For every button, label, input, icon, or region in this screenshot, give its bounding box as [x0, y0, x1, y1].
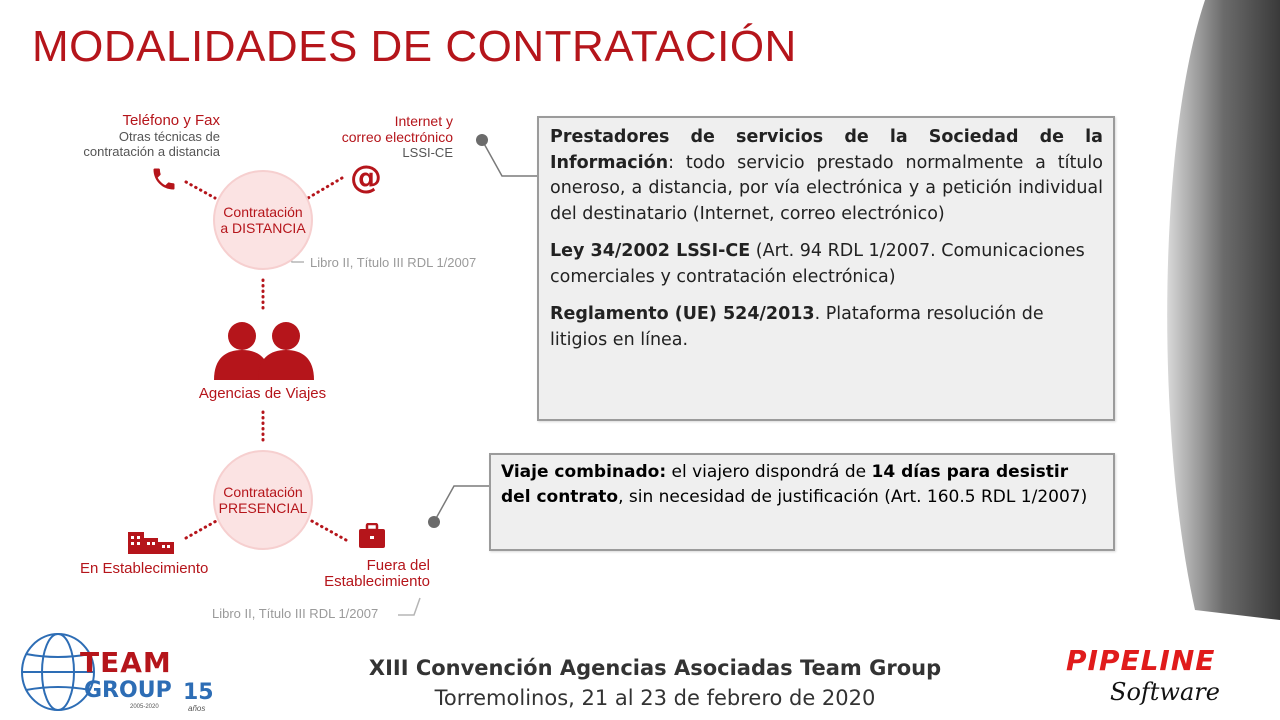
page-title: MODALIDADES DE CONTRATACIÓN: [32, 22, 797, 71]
box1-text-1: : todo servicio prestado normalmente a título oneroso, a distancia, por vía electrónica y a petición individual del destinatario (Internet, correo electrónico): [550, 152, 1103, 224]
briefcase-icon: [358, 523, 386, 549]
footer-event-date: Torremolinos, 21 al 23 de febrero de 2020: [434, 686, 876, 710]
building-icon: [128, 530, 174, 554]
box2-bold-2: 14 días para desistir del contrato: [501, 462, 1069, 507]
box1-bold-1: Prestadores de servicios de la Sociedad de la Información: [550, 127, 1103, 173]
box2-paragraph: [501, 460, 1103, 510]
fuera-label-group: [300, 558, 430, 590]
fuera-line-1: Fuera del: [366, 557, 430, 574]
box1-bold-2: Ley 34/2002 LSSI-CE: [550, 241, 751, 261]
box1-text-3: . Plataforma resolución de litigios en línea.: [550, 304, 1044, 350]
phone-subtitle-2: contratación a distancia: [83, 144, 220, 159]
team-anos: años: [188, 704, 206, 713]
agencias-label: Agencias de Viajes: [198, 385, 327, 402]
presencial-line-2: PRESENCIAL: [218, 500, 308, 516]
distancia-line-2: a DISTANCIA: [220, 220, 306, 236]
box2-text-1: el viajero dispondrá de: [666, 462, 872, 482]
pipeline-word: PIPELINE: [1066, 644, 1216, 677]
box2-bold-1: Viaje combinado:: [501, 462, 667, 482]
info-box-sociedad: [537, 116, 1115, 421]
box1-paragraph-1: [550, 125, 1103, 227]
software-word: Software: [1110, 678, 1220, 706]
distancia-line-1: Contratación: [223, 204, 303, 220]
presencial-line-1: Contratación: [223, 484, 303, 500]
presencial-circle: [213, 450, 313, 550]
at-icon: @: [350, 158, 382, 196]
box1-text-2: (Art. 94 RDL 1/2007. Comunicaciones comerciales y contratación electrónica): [550, 241, 1085, 287]
distancia-circle: [213, 170, 313, 270]
info-box-viaje: [489, 453, 1115, 551]
phone-subtitle-1: Otras técnicas de: [118, 129, 220, 144]
pipeline-logo: [1060, 640, 1270, 720]
distancia-ref: Libro II, Título III RDL 1/2007: [310, 255, 477, 270]
phone-title: Teléfono y Fax: [122, 112, 220, 129]
internet-line-3: LSSI-CE: [402, 145, 453, 160]
team-group-logo: [18, 628, 218, 718]
footer-event-title: XIII Convención Agencias Asociadas Team Group: [368, 656, 942, 680]
team-number: 15: [183, 680, 214, 705]
decorative-curve: [1150, 0, 1280, 620]
team-years: 2005-2020: [130, 704, 159, 710]
internet-line-2: correo electrónico: [341, 129, 453, 145]
fuera-line-2: Establecimiento: [324, 573, 430, 590]
presencial-ref: Libro II, Título III RDL 1/2007: [212, 606, 379, 621]
box2-text-2: , sin necesidad de justificación (Art. 160.5 RDL 1/2007): [618, 487, 1088, 507]
establecimiento-label: En Establecimiento: [80, 560, 209, 577]
box1-bold-3: Reglamento (UE) 524/2013: [550, 304, 815, 324]
box1-paragraph-3: [550, 302, 1103, 353]
box1-paragraph-2: [550, 239, 1103, 290]
team-word: TEAM: [80, 646, 172, 679]
people-icon: [210, 318, 318, 380]
internet-line-1: Internet y: [394, 113, 453, 129]
group-word: GROUP: [84, 678, 172, 703]
